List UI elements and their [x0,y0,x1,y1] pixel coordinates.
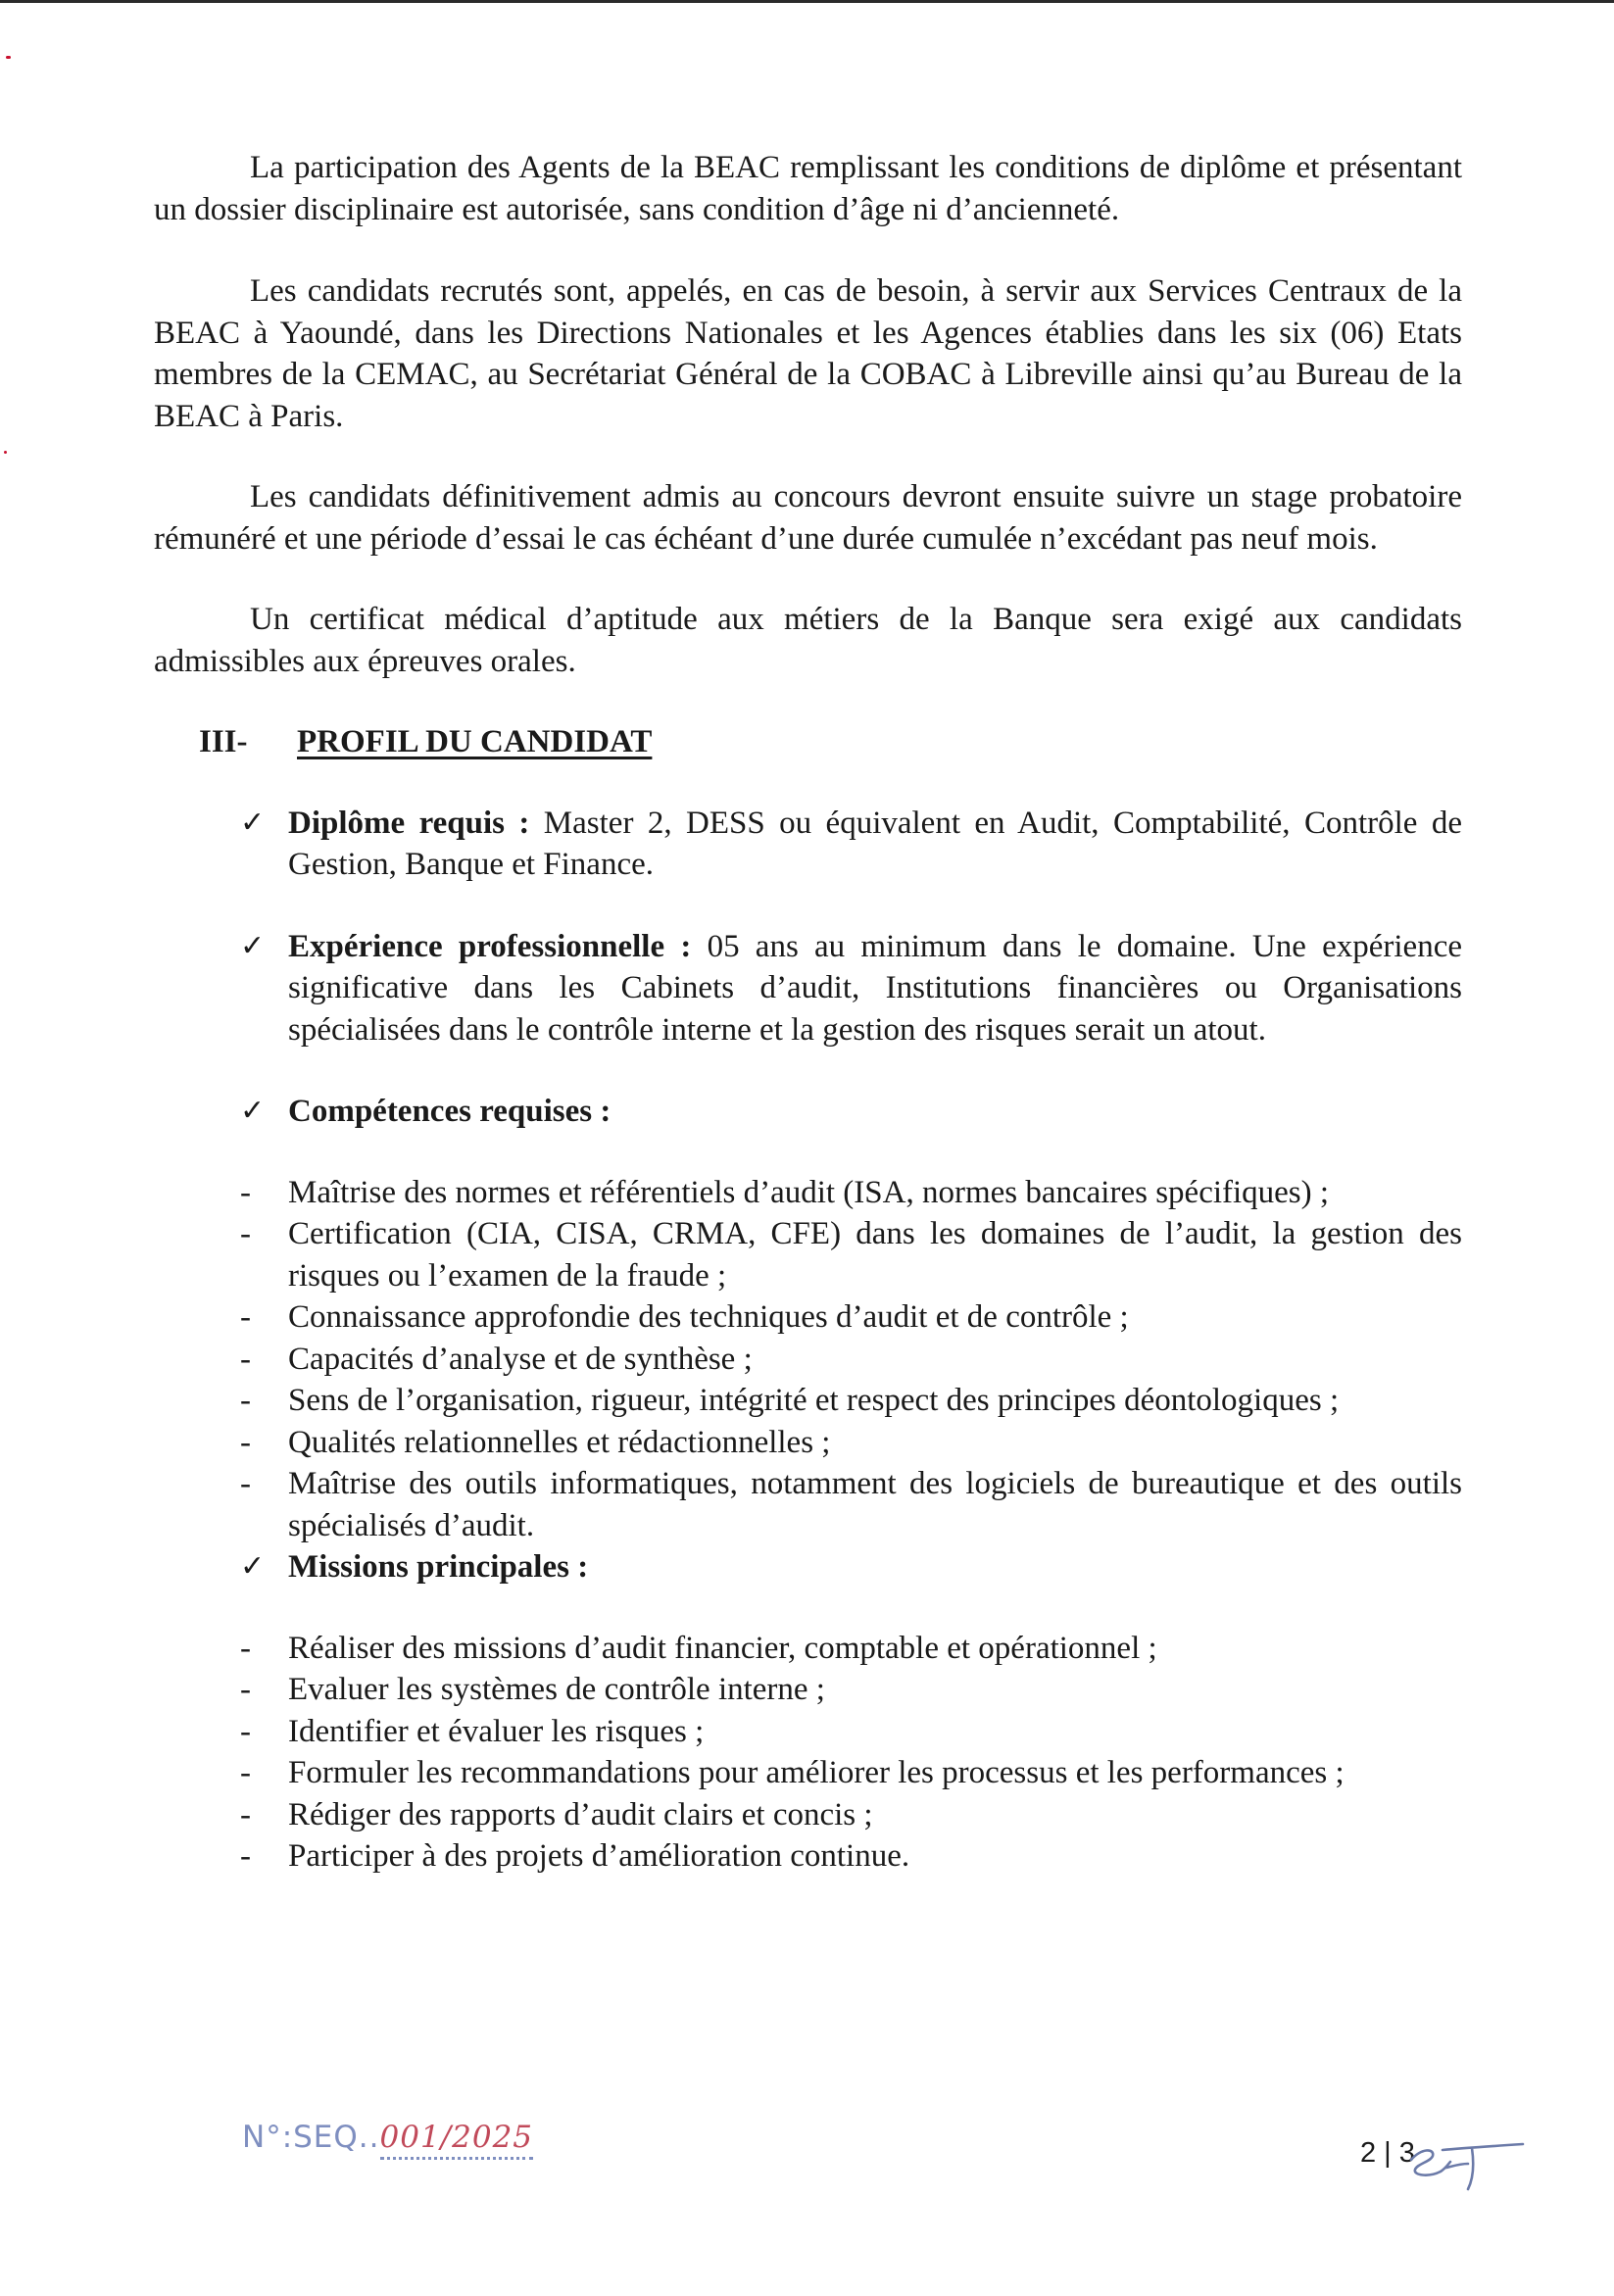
scan-speck [4,451,7,454]
paragraph-certificat: Un certificat médical d’aptitude aux métiers de la Banque sera exigé aux candidats admissibles aux épreuves orales. [154,602,1462,679]
dash-bullet: - [240,1299,251,1335]
dash-bullet: - [240,1174,251,1210]
dash-bullet: - [240,1672,251,1707]
reference-stamp [242,2120,533,2155]
list-item [154,1794,1462,1836]
mission-text: Formuler les recommandations pour améliorer les processus et les performances ; [288,1755,1345,1790]
checkmark-icon: ✓ [240,1549,266,1584]
skill-text: Maîtrise des normes et référentiels d’audit (ISA, normes bancaires spécifiques) ; [288,1174,1330,1210]
dash-bullet: - [240,1630,251,1666]
dash-bullet: - [240,1713,251,1749]
section-title: PROFIL DU CANDIDAT [297,724,653,759]
list-item [154,1669,1462,1711]
list-item [154,1628,1462,1670]
document-page [154,147,1462,1878]
diploma-label: Diplôme requis : [288,805,530,841]
dash-bullet: - [240,1341,251,1377]
mission-text: Evaluer les systèmes de contrôle interne ; [288,1672,825,1707]
experience-requirement [154,926,1462,1051]
skills-heading [154,1091,1462,1133]
list-item [154,1835,1462,1878]
scan-top-edge [0,0,1614,3]
list-item [154,1463,1462,1546]
list-item [154,1752,1462,1794]
skills-list [154,1172,1462,1547]
signature-mark [1403,2126,1531,2195]
experience-text: 05 ans au minimum dans le domaine. Une expérience significative dans les Cabinets d’audit, Institutions financières ou Organisations spécialisées dans le contrôle interne et la gestion des risques serait un atout. [288,928,1462,1048]
list-item [154,1339,1462,1381]
skill-text: Capacités d’analyse et de synthèse ; [288,1341,753,1377]
scan-speck [6,56,11,59]
skill-text: Maîtrise des outils informatiques, notamment des logiciels de bureautique et des outils spécialisés d’audit. [288,1466,1462,1543]
diploma-requirement [154,803,1462,886]
missions-list [154,1628,1462,1878]
experience-label: Expérience professionnelle : [288,928,692,964]
checkmark-icon: ✓ [240,1094,266,1128]
skill-text: Qualités relationnelles et rédactionnelles ; [288,1424,831,1460]
skill-text: Connaissance approfondie des techniques d’audit et de contrôle ; [288,1299,1129,1335]
mission-text: Rédiger des rapports d’audit clairs et concis ; [288,1796,873,1832]
paragraph-affectation: Les candidats recrutés sont, appelés, en cas de besoin, à servir aux Services Centraux de la BEAC à Yaoundé, dans les Directions Nationales et les Agences établies dans les six (06) Etats membres de la CEMAC, au Secrétariat Général de la COBAC à Libreville ainsi qu’au Bureau de la BEAC à Paris. [154,273,1462,434]
missions-heading [154,1546,1462,1588]
mission-text: Identifier et évaluer les risques ; [288,1713,705,1749]
list-item [154,1172,1462,1214]
dash-bullet: - [240,1755,251,1790]
list-item [154,1711,1462,1753]
mission-text: Réaliser des missions d’audit financier, comptable et opérationnel ; [288,1630,1157,1666]
dash-bullet: - [240,1838,251,1874]
skill-text: Sens de l’organisation, rigueur, intégrité et respect des principes déontologiques ; [288,1383,1340,1418]
reference-number: 001/2025 [380,2120,534,2160]
dash-bullet: - [240,1796,251,1832]
section-heading [199,721,1462,763]
dash-bullet: - [240,1216,251,1251]
missions-label: Missions principales : [288,1549,589,1585]
paragraph-participation: La participation des Agents de la BEAC remplissant les conditions de diplôme et présentant un dossier disciplinaire est autorisée, sans condition d’âge ni d’ancienneté. [154,150,1462,227]
list-item [154,1296,1462,1339]
checkmark-icon: ✓ [240,928,266,963]
list-item [154,1422,1462,1464]
diploma-text: Master 2, DESS ou équivalent en Audit, Comptabilité, Contrôle de Gestion, Banque et Finance. [288,805,1462,882]
mission-text: Participer à des projets d’amélioration continue. [288,1838,910,1874]
skill-text: Certification (CIA, CISA, CRMA, CFE) dans les domaines de l’audit, la gestion des risques ou l’examen de la fraude ; [288,1216,1462,1294]
skills-label: Compétences requises : [288,1094,611,1129]
section-number: III- [199,724,248,759]
list-item [154,1380,1462,1422]
page-number: 2 | 3 [1360,2137,1415,2169]
dash-bullet: - [240,1424,251,1460]
list-item [154,1213,1462,1296]
paragraph-stage: Les candidats définitivement admis au concours devront ensuite suivre un stage probatoire rémunéré et une période d’essai le cas échéant d’une durée cumulée n’excédant pas neuf mois. [154,479,1462,557]
checkmark-icon: ✓ [240,805,266,840]
dash-bullet: - [240,1383,251,1418]
reference-prefix: N°:SEQ.. [242,2120,380,2155]
dash-bullet: - [240,1466,251,1501]
